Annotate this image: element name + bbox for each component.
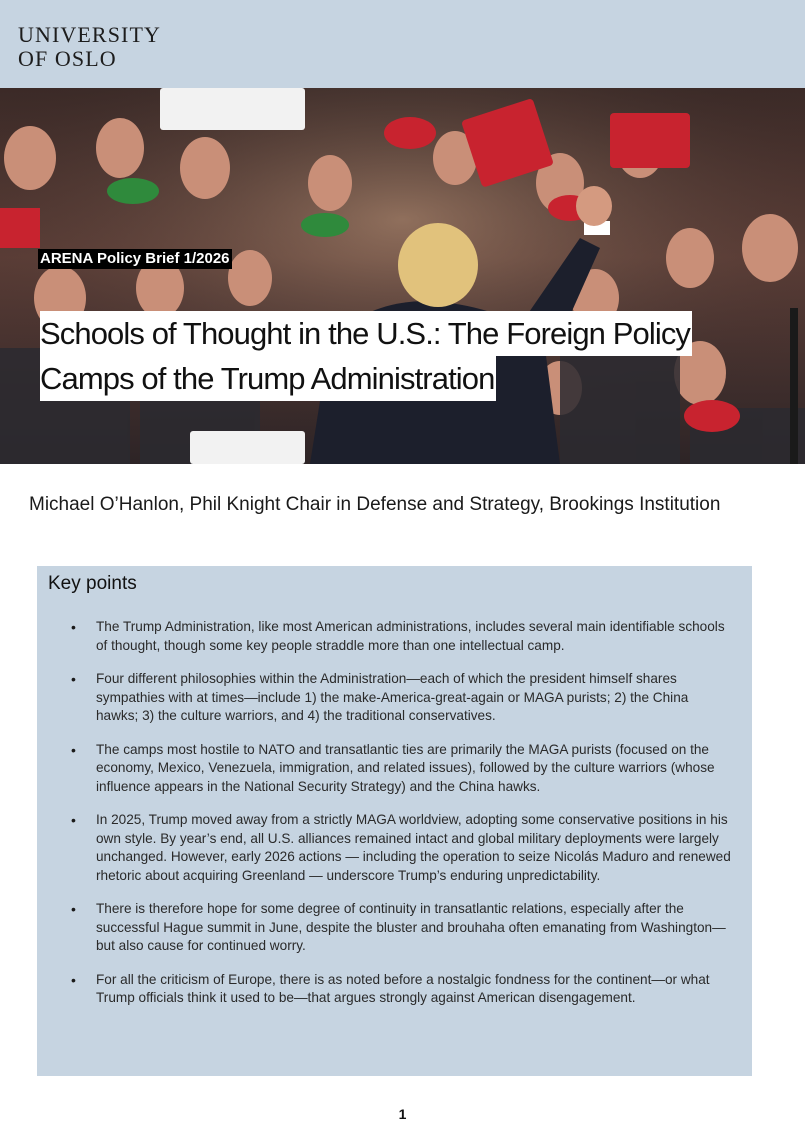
title-line-2: Camps of the Trump Administration — [40, 356, 496, 401]
bullet-icon: • — [71, 741, 76, 758]
bullet-icon: • — [71, 619, 76, 635]
key-point-item — [37, 670, 752, 726]
key-point-text: For all the criticism of Europe, there is as noted before a nostalgic fondness for the continent—or what Trump officials think it used to be—that argues strongly against American disengagement. — [96, 971, 710, 1005]
key-point-text: The camps most hostile to NATO and transatlantic ties are primarily the MAGA purists (focused on the economy, Mexico, Venezuela, immigration, and related issues), followed by the culture warriors (whose influence appears in the National Security Strategy) and the China hawks. — [96, 741, 715, 794]
bullet-icon: • — [71, 812, 76, 828]
bullet-icon: • — [71, 901, 76, 917]
page-number: 1 — [398, 1106, 407, 1122]
header-band — [0, 0, 805, 88]
key-point-item — [37, 811, 752, 885]
author-byline: Michael O’Hanlon, Phil Knight Chair in Defense and Strategy, Brookings Institution — [29, 494, 721, 515]
logo-line-2: OF OSLO — [18, 46, 117, 71]
page-title — [40, 311, 692, 401]
key-point-item — [37, 618, 752, 655]
key-point-item — [37, 900, 752, 956]
key-points-box — [37, 566, 752, 1076]
title-line-1: Schools of Thought in the U.S.: The Foreign Policy — [40, 311, 692, 356]
bullet-icon: • — [71, 671, 76, 687]
key-point-text: Four different philosophies within the Administration—each of which the president himself shares sympathies with at times—include 1) the make-America-great-again or MAGA purists; 2) the China hawks; 3) the culture warriors, and 4) the traditional conservatives. — [96, 671, 689, 723]
hero-photo — [0, 88, 805, 464]
logo-line-1: UNIVERSITY — [18, 22, 161, 47]
key-point-item — [37, 741, 752, 797]
rally-crowd-illustration — [0, 88, 805, 464]
key-point-text: The Trump Administration, like most American administrations, includes several main identifiable schools of thought, though some key people straddle more than one intellectual camp. — [96, 619, 725, 653]
university-logo — [18, 23, 161, 71]
key-point-text: In 2025, Trump moved away from a strictly MAGA worldview, adopting some conservative positions in his own style. By year’s end, all U.S. alliances remained intact and global military deployments were largely unchanged. However, early 2026 actions — including the operation to seize Nicolás Maduro and renewed rhetoric about acquiring Greenland — underscore Trump’s enduring unpredictability. — [96, 812, 731, 883]
key-points-list — [37, 618, 752, 1023]
key-point-text: There is therefore hope for some degree of continuity in transatlantic relations, especially after the successful Hague summit in June, despite the bluster and brouhaha often emanating from Washington—but also cause for continued worry. — [96, 901, 726, 953]
policy-brief-label: ARENA Policy Brief 1/2026 — [40, 250, 230, 267]
key-point-item — [37, 971, 752, 1008]
key-points-heading: Key points — [48, 573, 137, 594]
bullet-icon: • — [71, 971, 76, 988]
